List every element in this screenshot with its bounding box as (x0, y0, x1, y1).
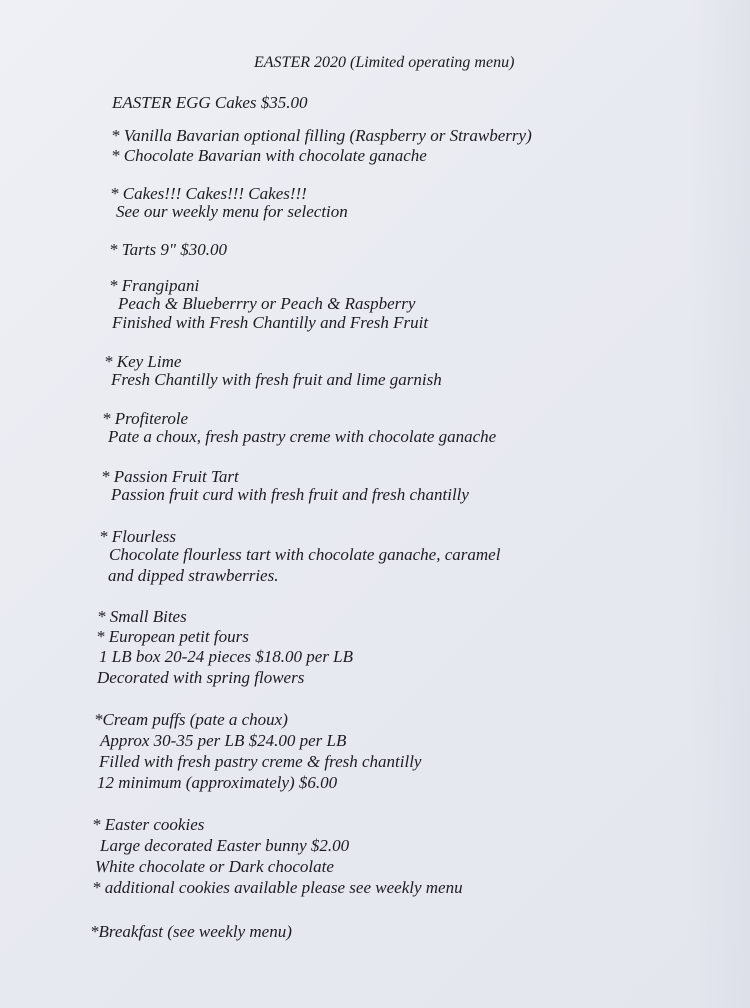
menu-line: * Cakes!!! Cakes!!! Cakes!!! (110, 184, 307, 203)
menu-line: Decorated with spring flowers (97, 668, 305, 687)
menu-line: * Frangipani (109, 276, 200, 295)
menu-line: * Profiterole (102, 409, 189, 428)
menu-line: Chocolate flourless tart with chocolate ganache, caramel (109, 545, 501, 564)
menu-line: * Flourless (99, 527, 176, 546)
menu-line: and dipped strawberries. (108, 566, 279, 585)
menu-line: * Chocolate Bavarian with chocolate ganache (111, 146, 427, 165)
menu-line: * Passion Fruit Tart (101, 467, 239, 486)
menu-line: * Small Bites (97, 607, 187, 626)
menu-line: * European petit fours (96, 627, 249, 646)
menu-line: Fresh Chantilly with fresh fruit and lime garnish (111, 370, 442, 389)
menu-line: Large decorated Easter bunny $2.00 (100, 836, 350, 855)
menu-line: 12 minimum (approximately) $6.00 (97, 773, 338, 792)
menu-line: * Tarts 9" $30.00 (109, 240, 227, 259)
menu-line: * Key Lime (104, 352, 182, 371)
menu-line: Peach & Blueberrry or Peach & Raspberry (118, 294, 416, 313)
menu-line: See our weekly menu for selection (116, 202, 348, 221)
menu-line: * additional cookies available please see weekly menu (92, 878, 463, 897)
menu-title: EASTER 2020 (Limited operating menu) (254, 54, 515, 71)
menu-line: * Vanilla Bavarian optional filling (Raspberry or Strawberry) (111, 126, 532, 145)
menu-line: * Easter cookies (92, 815, 205, 834)
menu-line: Filled with fresh pastry creme & fresh chantilly (99, 752, 422, 771)
menu-line: *Cream puffs (pate a choux) (94, 710, 288, 729)
menu-line: Pate a choux, fresh pastry creme with chocolate ganache (108, 427, 497, 446)
menu-line: White chocolate or Dark chocolate (95, 857, 334, 876)
menu-line: *Breakfast (see weekly menu) (90, 922, 292, 941)
menu-line: Finished with Fresh Chantilly and Fresh Fruit (112, 313, 429, 332)
page-shadow (690, 0, 750, 1008)
menu-line: 1 LB box 20-24 pieces $18.00 per LB (99, 647, 354, 666)
menu-line: Passion fruit curd with fresh fruit and fresh chantilly (111, 485, 469, 504)
menu-line: Approx 30-35 per LB $24.00 per LB (100, 731, 347, 750)
menu-line: EASTER EGG Cakes $35.00 (112, 93, 308, 112)
